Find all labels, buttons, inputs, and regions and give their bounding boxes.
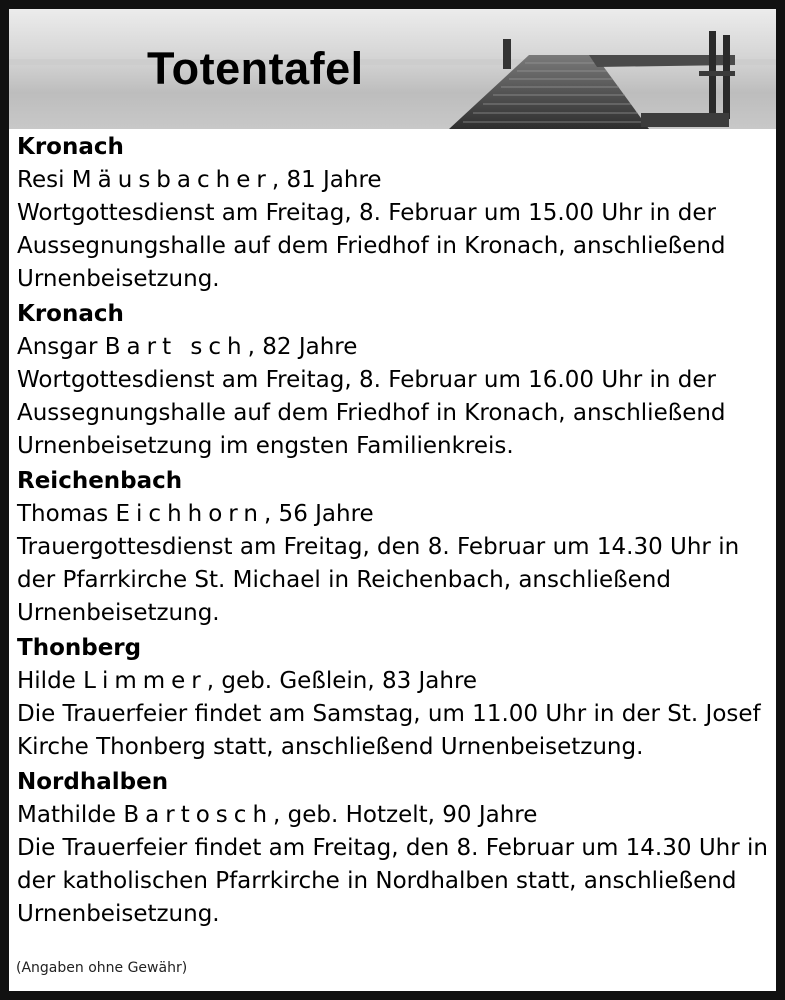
entry-service-line: Urnenbeisetzung im engsten Familienkreis.: [17, 433, 514, 459]
entry-place: Reichenbach: [17, 468, 183, 494]
entry-service-line: Kirche Thonberg statt, anschließend Urnenbeisetzung.: [17, 734, 644, 760]
entry-service-line: Urnenbeisetzung.: [17, 266, 220, 292]
entry-surname: Bartosch: [123, 802, 274, 828]
entry-first-name: Resi: [17, 167, 65, 193]
entry-age: , geb. Geßlein, 83 Jahre: [206, 668, 478, 694]
entry-age: , geb. Hotzelt, 90 Jahre: [273, 802, 538, 828]
disclaimer-note: (Angaben ohne Gewähr): [16, 960, 188, 976]
obituary-entry: [17, 766, 768, 931]
entry-first-name: Mathilde: [17, 802, 117, 828]
entry-name-line: [17, 331, 768, 364]
entry-service-line: Wortgottesdienst am Freitag, 8. Februar um 16.00 Uhr in der: [17, 367, 716, 393]
entry-service-line: Die Trauerfeier findet am Samstag, um 11.00 Uhr in der St. Josef: [17, 701, 761, 727]
entry-age: , 82 Jahre: [247, 334, 358, 360]
jetty-image: [9, 9, 776, 129]
header-banner: [9, 9, 776, 129]
entry-name-line: [17, 665, 768, 698]
page-title: Totentafel: [147, 43, 364, 94]
entry-surname: Eichhorn: [115, 501, 264, 527]
obituary-entry: [17, 298, 768, 463]
entry-service-line: Aussegnungshalle auf dem Friedhof in Kronach, anschließend: [17, 400, 726, 426]
entry-name-line: [17, 164, 768, 197]
entry-service-line: der katholischen Pfarrkirche in Nordhalben statt, anschließend: [17, 868, 737, 894]
entry-name-line: [17, 799, 768, 832]
entry-service-line: Wortgottesdienst am Freitag, 8. Februar um 15.00 Uhr in der: [17, 200, 716, 226]
obituary-entry: [17, 131, 768, 296]
obituary-entry: [17, 465, 768, 630]
entry-surname: Limmer: [83, 668, 207, 694]
entry-service-line: Die Trauerfeier findet am Freitag, den 8. Februar um 14.30 Uhr in: [17, 835, 768, 861]
entry-service-line: Trauergottesdienst am Freitag, den 8. Februar um 14.30 Uhr in: [17, 534, 740, 560]
obituary-entry: [17, 632, 768, 764]
entry-first-name: Thomas: [17, 501, 109, 527]
entry-place: Thonberg: [17, 635, 142, 661]
entry-surname: Bart sch: [104, 334, 248, 360]
entry-age: , 81 Jahre: [271, 167, 382, 193]
entry-first-name: Hilde: [17, 668, 76, 694]
entry-place: Nordhalben: [17, 769, 169, 795]
entry-surname: Mäusbacher: [71, 167, 272, 193]
entry-place: Kronach: [17, 134, 124, 160]
entry-service-line: Urnenbeisetzung.: [17, 901, 220, 927]
entry-age: , 56 Jahre: [263, 501, 374, 527]
entry-service-line: der Pfarrkirche St. Michael in Reichenbach, anschließend: [17, 567, 671, 593]
entry-first-name: Ansgar: [17, 334, 98, 360]
entry-service-line: Aussegnungshalle auf dem Friedhof in Kronach, anschließend: [17, 233, 726, 259]
obituary-list: [9, 129, 776, 991]
entry-place: Kronach: [17, 301, 124, 327]
entry-name-line: [17, 498, 768, 531]
entry-service-line: Urnenbeisetzung.: [17, 600, 220, 626]
